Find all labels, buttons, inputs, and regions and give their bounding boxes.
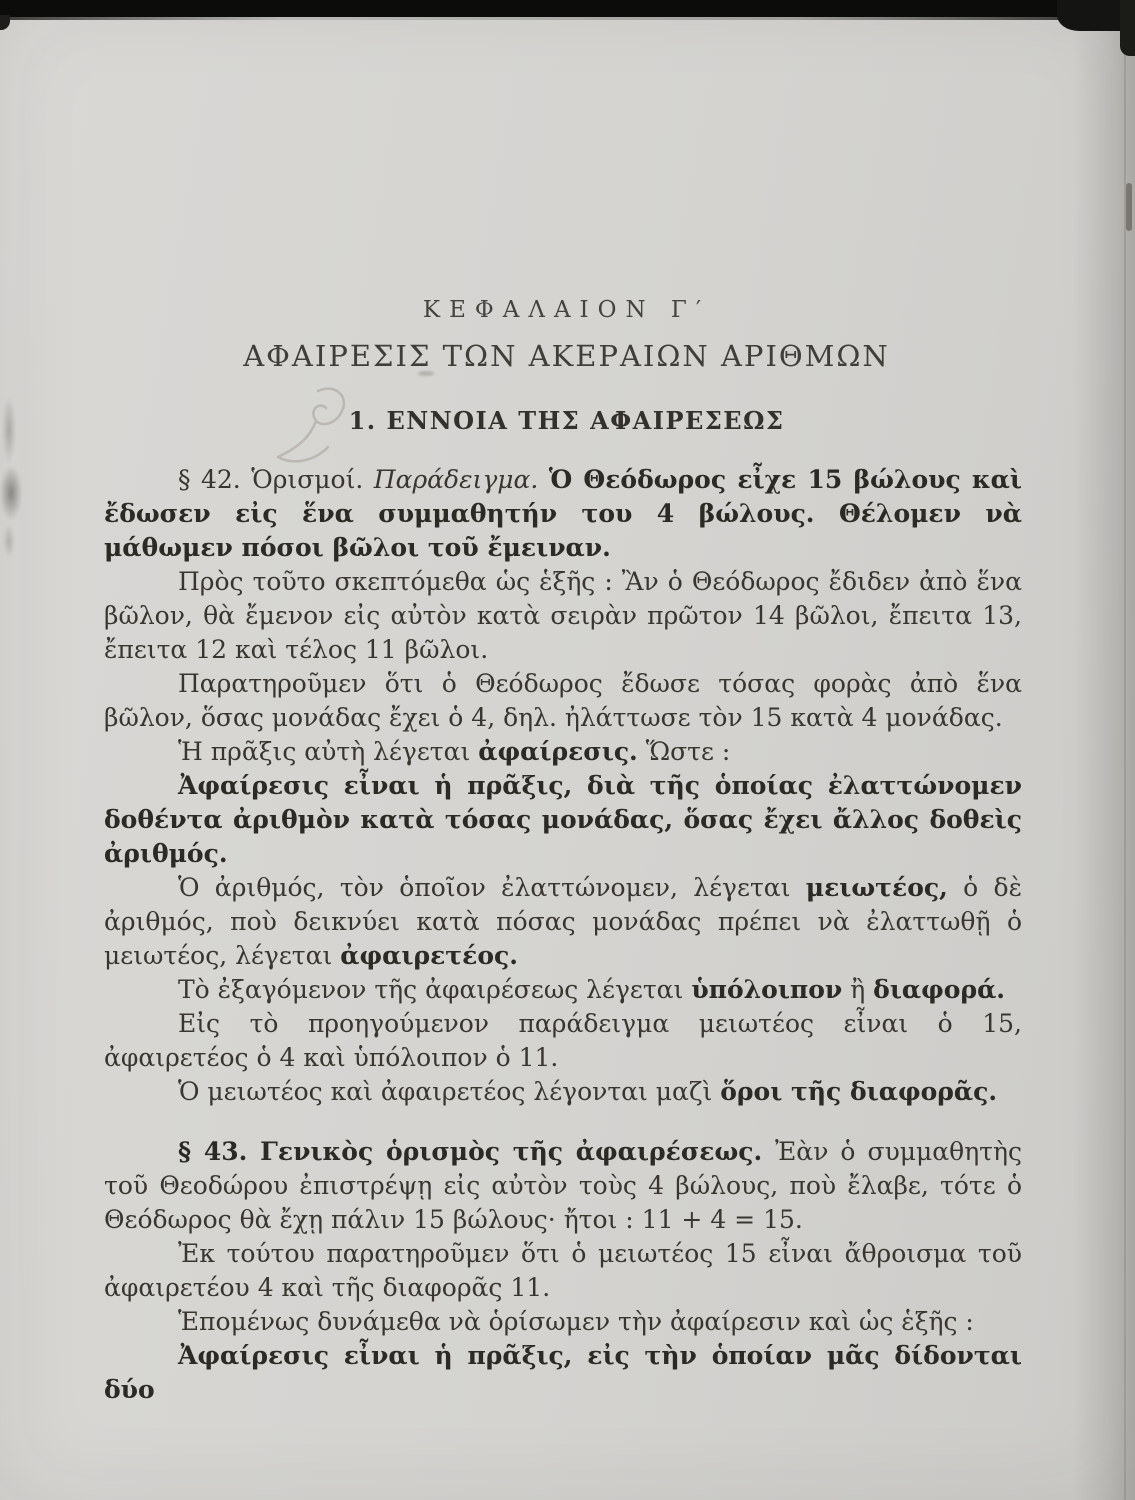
text-segment-normal: Ὥστε :	[637, 737, 731, 766]
text-segment-normal: ὁ δὲ ἀριθμός, ποὺ δεικνύει κατὰ πόσας μονάδας πρέπει νὰ ἐλαττωθῇ ὁ μειωτέος, λέγεται	[104, 873, 1022, 970]
paragraph-operation-name	[104, 735, 1022, 769]
scan-artifact-left-smudge	[0, 466, 22, 520]
text-segment-normal: Ὁ ἀριθμός, τὸν ὁποῖον ἐλαττώνομεν, λέγεται	[178, 873, 806, 902]
scan-artifact-right-edge-mark	[1126, 183, 1132, 231]
scan-artifact-left-smudge	[3, 524, 15, 558]
paragraph-therefore	[104, 1305, 1022, 1339]
page-edge-line	[1124, 22, 1126, 1500]
paragraph-sum-observation	[104, 1237, 1022, 1305]
paragraph-terms-of-difference	[104, 1075, 1022, 1109]
body-text	[104, 463, 1022, 1407]
paragraph-42-definitions	[104, 463, 1022, 565]
text-segment-normal: ἢ	[842, 975, 874, 1004]
text-segment-bold: ὅροι τῆς διαφορᾶς.	[720, 1077, 998, 1106]
chapter-title: ΑΦΑΙΡΕΣΙΣ ΤΩΝ ΑΚΕΡΑΙΩΝ ΑΡΙΘΜΩΝ	[243, 339, 890, 373]
text-segment-normal: Ἐὰν ὁ συμμαθητὴς τοῦ Θεοδώρου ἐπιστρέψῃ εἰς αὐτὸν τοὺς 4 βώλους, ποὺ ἔλαβε, τότε ὁ Θεόδωρος θὰ ἔχῃ πάλιν 15 βώλους· ἤτοι : 11 + 4 = 15.	[104, 1137, 1022, 1234]
text-segment-bold: ἀφαιρετέος.	[340, 941, 518, 970]
paragraph-43-general-definition	[104, 1135, 1022, 1237]
scan-artifact-right-corner-strip	[1120, 0, 1135, 56]
text-segment-normal: § 42. Ὁρισμοί.	[178, 465, 374, 494]
scan-artifact-top-band	[0, 0, 1135, 17]
text-segment-bold: Ἀφαίρεσις εἶναι ἡ πρᾶξις, εἰς τὴν ὁποίαν μᾶς δίδονται δύο	[104, 1341, 1022, 1404]
text-segment-bold: Ὁ Θεόδωρος εἶχε 15 βώλους καὶ ἔδωσεν εἰς ἕνα συμμαθητήν του 4 βώλους. Θέλομεν νὰ μάθωμεν πόσοι βῶλοι τοῦ ἔμειναν.	[104, 465, 1022, 562]
text-segment-bold: § 43. Γενικὸς ὁρισμὸς τῆς ἀφαιρέσεως.	[178, 1137, 775, 1166]
text-segment-bold: μειωτέος,	[805, 873, 948, 902]
text-segment-normal: Ἡ πρᾶξις αὐτὴ λέγεται	[178, 737, 479, 766]
chapter-label: ΚΕΦΑΛΑΙΟΝ Γ′	[422, 297, 711, 323]
paragraph-example-values	[104, 1007, 1022, 1075]
scan-artifact-top-left-corner	[0, 15, 10, 30]
text-segment-italic: Παράδειγμα.	[373, 465, 549, 494]
scan-artifact-left-smudge	[2, 396, 16, 464]
paragraph-observation	[104, 667, 1022, 735]
paragraph-reasoning	[104, 565, 1022, 667]
text-segment-bold: ἀφαίρεσις.	[478, 737, 638, 766]
text-segment-normal: Πρὸς τοῦτο σκεπτόμεθα ὡς ἑξῆς : Ἂν ὁ Θεόδωρος ἔδιδεν ἀπὸ ἕνα βῶλον, θὰ ἔμενον εἰς αὐτὸν κατὰ σειρὰν πρῶτον 14 βῶλοι, ἔπειτα 13, ἔπειτα 12 καὶ τέλος 11 βῶλοι.	[104, 567, 1022, 664]
paragraph-second-definition-start	[104, 1339, 1022, 1407]
text-segment-bold: Ἀφαίρεσις εἶναι ἡ πρᾶξις, διὰ τῆς ὁποίας ἐλαττώνομεν δοθέντα ἀριθμὸν κατὰ τόσας μονάδας, ὅσας ἔχει ἄλλος δοθεὶς ἀριθμός.	[104, 771, 1022, 868]
section-heading: 1. ΕΝΝΟΙΑ ΤΗΣ ΑΦΑΙΡΕΣΕΩΣ	[348, 406, 785, 435]
text-segment-bold: διαφορά.	[873, 975, 1006, 1004]
text-segment-normal: Ἐκ τούτου παρατηροῦμεν ὅτι ὁ μειωτέος 15 εἶναι ἄθροισμα τοῦ ἀφαιρετέου 4 καὶ τῆς διαφορᾶς 11.	[104, 1239, 1022, 1302]
text-segment-normal: Εἰς τὸ προηγούμενον παράδειγμα μειωτέος εἶναι ὁ 15, ἀφαιρετέος ὁ 4 καὶ ὑπόλοιπον ὁ 11.	[104, 1009, 1022, 1072]
text-segment-normal: Ἑπομένως δυνάμεθα νὰ ὁρίσωμεν τὴν ἀφαίρεσιν καὶ ὡς ἑξῆς :	[178, 1307, 974, 1336]
paragraph-remainder-difference	[104, 973, 1022, 1007]
paragraph-minuend-subtrahend	[104, 871, 1022, 973]
text-segment-normal: Ὁ μειωτέος καὶ ἀφαιρετέος λέγονται μαζὶ	[178, 1077, 721, 1106]
text-segment-normal: Παρατηροῦμεν ὅτι ὁ Θεόδωρος ἔδωσε τόσας φορὰς ἀπὸ ἕνα βῶλον, ὅσας μονάδας ἔχει ὁ 4, δηλ. ἠλάττωσε τὸν 15 κατὰ 4 μονάδας.	[104, 669, 1022, 732]
text-segment-bold: ὑπόλοιπον	[691, 975, 843, 1004]
text-segment-normal: Τὸ ἐξαγόμενον τῆς ἀφαιρέσεως λέγεται	[178, 975, 692, 1004]
paragraph-definition-subtraction	[104, 769, 1022, 871]
